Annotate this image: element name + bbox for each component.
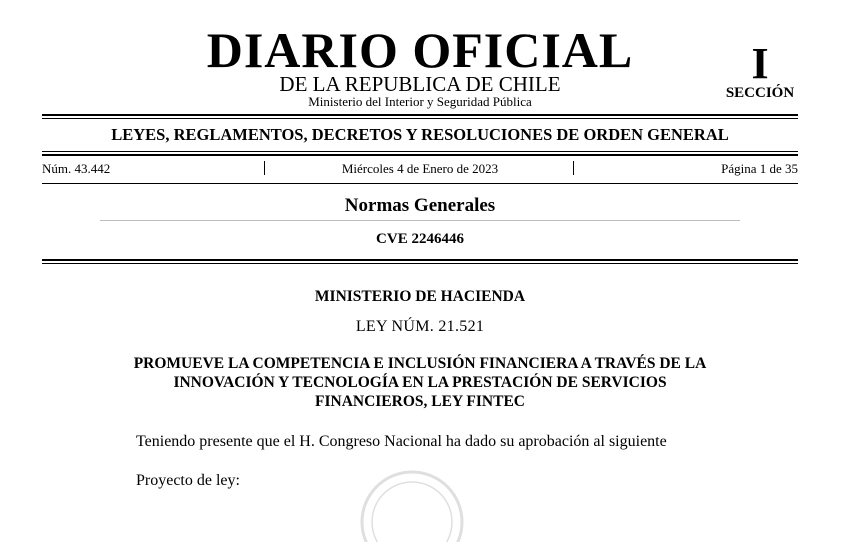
- category-rule-bottom: [42, 154, 798, 156]
- category-rule-top: [42, 151, 798, 152]
- masthead-rule-bottom: [42, 118, 798, 119]
- document-ministry: MINISTERIO DE HACIENDA: [314, 288, 526, 305]
- masthead-rule-top: [42, 114, 798, 116]
- masthead-title: DIARIO OFICIAL: [206, 22, 634, 78]
- content-rule-bottom: [42, 263, 798, 264]
- law-title-line: FINANCIEROS, LEY FINTEC: [315, 393, 525, 410]
- info-rule: [42, 183, 798, 184]
- law-title-line: INNOVACIÓN Y TECNOLOGÍA EN LA PRESTACIÓN DE SERVICIOS: [173, 374, 667, 391]
- masthead-ministry: Ministerio del Interior y Seguridad Pública: [308, 94, 532, 109]
- section-number: I: [751, 39, 769, 88]
- body-paragraph: Proyecto de ley:: [136, 472, 240, 489]
- seal-watermark: [352, 462, 472, 542]
- page-indicator: Página 1 de 35: [721, 161, 798, 176]
- cve-code: CVE 2246446: [376, 231, 464, 247]
- body-paragraph: Teniendo presente que el H. Congreso Nacional ha dado su aprobación al siguiente: [136, 433, 667, 450]
- section-heading: Normas Generales: [344, 195, 496, 216]
- issue-date: Miércoles 4 de Enero de 2023: [341, 161, 499, 176]
- content-rule-top: [42, 259, 798, 261]
- masthead-subtitle: DE LA REPUBLICA DE CHILE: [279, 72, 561, 96]
- law-title-line: PROMUEVE LA COMPETENCIA E INCLUSIÓN FINANCIERA A TRAVÉS DE LA: [133, 355, 707, 372]
- section-label: SECCIÓN: [725, 85, 795, 101]
- law-number: LEY NÚM. 21.521: [355, 318, 485, 335]
- info-separator: [573, 161, 574, 175]
- section-divider: [100, 220, 740, 221]
- category-heading: LEYES, REGLAMENTOS, DECRETOS Y RESOLUCIONES DE ORDEN GENERAL: [111, 125, 729, 144]
- issue-number: Núm. 43.442: [42, 161, 111, 176]
